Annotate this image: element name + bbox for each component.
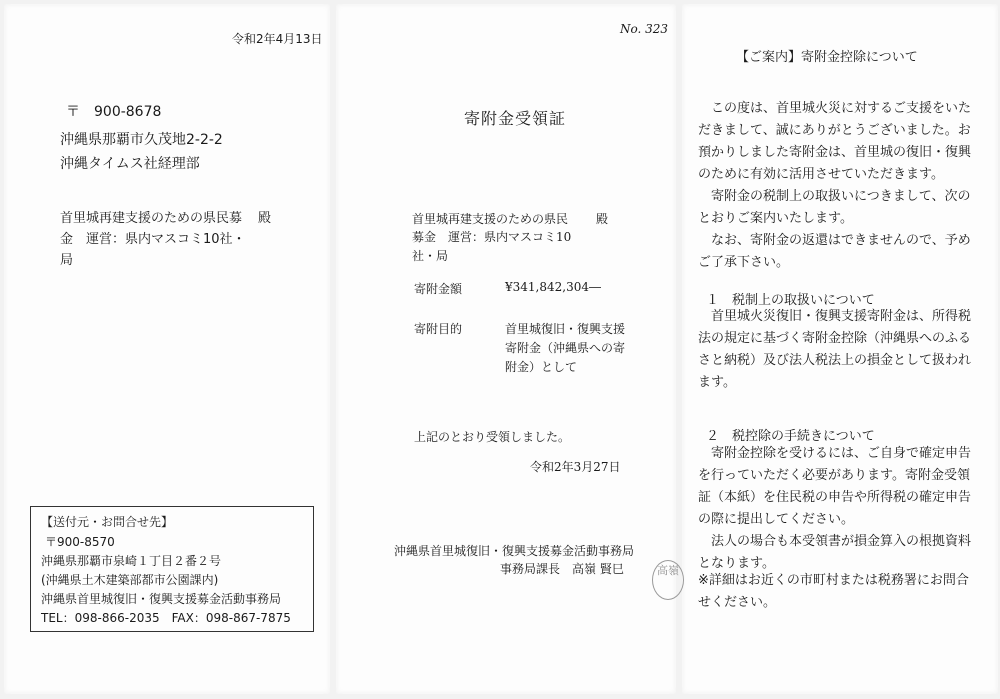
section1-line: さと納税）及び法人税法上の損金として扱われ [698,353,972,368]
section1-line: ます。 [698,375,736,390]
intro-line: 寄附金の税制上の取扱いにつきまして、次の [698,189,971,204]
sender-contact: TEL：098-866-2035 FAX：098-867-7875 [41,611,291,625]
section1-title: １ 税制上の取扱いについて [706,293,875,308]
section2-line: となります。 [698,556,775,571]
section2-line: 法人の場合も本受領書が損金算入の根拠資料 [698,534,972,549]
recipient-honorific: 殿 [258,211,272,226]
guide-footnote [698,570,984,614]
seal-stamp: 高嶺 [652,560,684,600]
recipient-address: 沖縄県那覇市久茂地2-2-2 [60,132,223,148]
sender-heading: 【送付元・お問合せ先】 [41,515,174,529]
section1-body [698,306,984,394]
recipient-company: 沖縄タイムス社経理部 [60,156,200,172]
amount-value: ¥341,842,304― [505,280,601,294]
section2-title: ２ 税控除の手続きについて [706,429,875,444]
receipt-note: 上記のとおり受領しました。 [414,430,571,444]
purpose-line1: 首里城復旧・復興支援 [505,322,626,336]
section2-line: 寄附金控除を受けるには、ご自身で確定申告 [698,446,972,461]
section2-line: 証（本紙）を住民税の申告や所得税の確定申告 [698,490,972,505]
intro-line: この度は、首里城火災に対するご支援をいた [698,101,972,116]
intro-line: ご了承下さい。 [698,255,790,270]
sender-postal: 〒900-8570 [45,535,115,549]
amount-label: 寄附金額 [414,282,463,296]
sender-office: 沖縄県首里城復旧・復興支援募金活動事務局 [41,592,282,606]
section1-line: 首里城火災復旧・復興支援寄附金は、所得税 [698,309,972,324]
recipient-name-line2: 金 運営：県内マスコミ10社・ [60,232,246,247]
section1-line: 法の規定に基づく寄附金控除（沖縄県へのふる [698,331,972,346]
purpose-line2: 寄附金（沖縄県への寄 [505,341,626,355]
intro-line: だきまして、誠にありがとうございました。お [698,123,971,138]
sender-address: 沖縄県那覇市泉崎１丁目２番２号 [41,554,222,568]
middle-recipient-line3: 社・局 [412,249,449,263]
issuer-office: 沖縄県首里城復旧・復興支援募金活動事務局 [394,544,635,558]
sender-contact-box [30,506,314,632]
sender-dept: (沖縄県土木建築部都市公園課内) [41,573,219,587]
middle-recipient-line2: 募金 運営：県内マスコミ10 [412,230,572,244]
intro-line: とおりご案内いたします。 [698,211,853,226]
footnote-line: ※詳細はお近くの市町村または税務署にお問合 [698,573,969,588]
footnote-line: せください。 [698,595,777,610]
guide-intro [698,98,984,274]
middle-date: 令和2年3月27日 [530,460,621,474]
intro-line: なお、寄附金の返還はできませんので、予め [698,233,971,248]
intro-line: 預かりしました寄附金は、首里城の復旧・復興 [698,145,972,160]
issuer-name: 事務局課長 高嶺 賢巳 [500,562,624,576]
middle-honorific: 殿 [596,212,609,226]
section2-line: を行っていただく必要があります。寄附金受領 [698,468,970,483]
recipient-name-line3: 局 [60,253,74,268]
section2-body [698,443,984,575]
receipt-number: No. 323 [620,22,669,36]
purpose-line3: 附金）として [505,360,578,374]
left-date: 令和2年4月13日 [232,32,323,46]
purpose-label: 寄附目的 [414,322,463,336]
middle-recipient-line1: 首里城再建支援のための県民 [412,212,569,226]
postal-code: 〒 900-8678 [66,104,162,120]
intro-line: のために有効に活用させていただきます。 [698,167,944,182]
section2-line: の際に提出してください。 [698,512,855,527]
recipient-name-line1: 首里城再建支援のための県民募 [60,211,243,226]
guide-heading: 【ご案内】寄附金控除について [736,50,918,65]
receipt-title: 寄附金受領証 [464,109,567,128]
